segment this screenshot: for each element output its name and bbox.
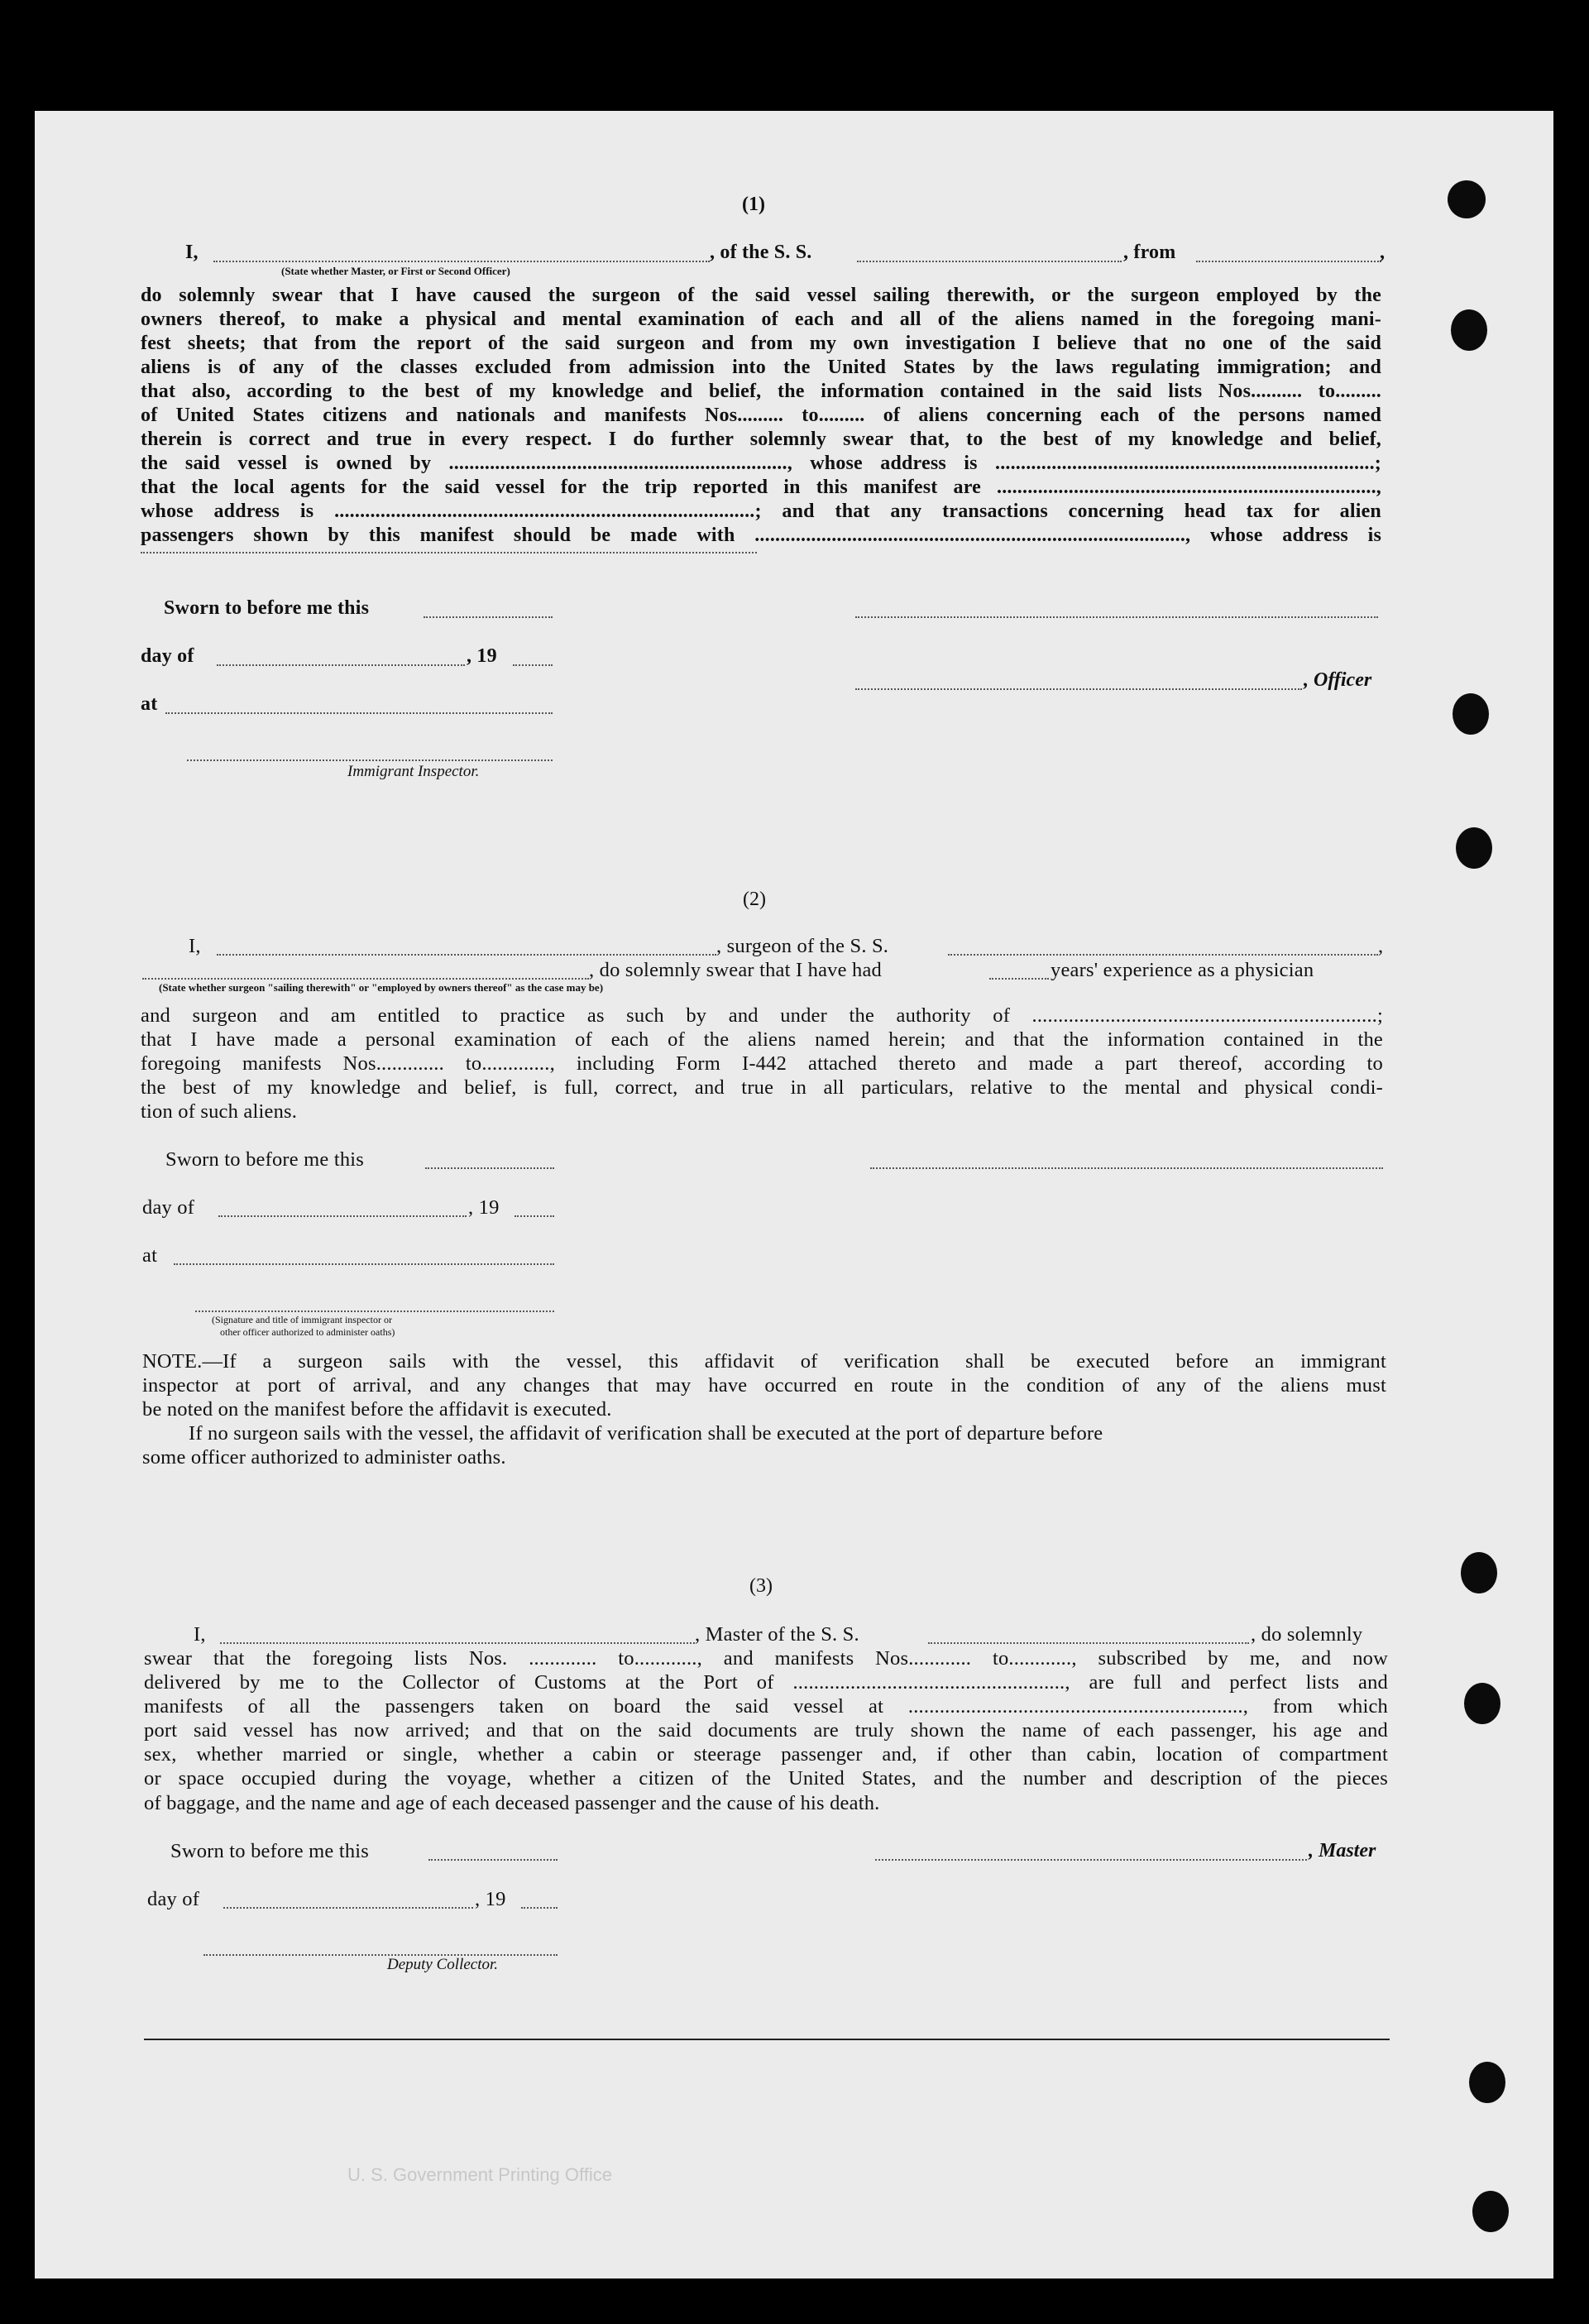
- s2-years: years' experience as a physician: [1051, 959, 1314, 981]
- s1-officer-label: , Officer: [1304, 669, 1372, 691]
- s2-state-blank[interactable]: [142, 978, 589, 980]
- s3-deputy-label: Deputy Collector.: [387, 1956, 499, 1973]
- s2-swear: , do solemnly swear that I have had: [589, 959, 882, 981]
- s3-sworn-blank[interactable]: [428, 1859, 558, 1861]
- s3-body-line-6: or space occupied during the voyage, whether a citizen of the United States, and the number and description of the pieces: [144, 1767, 1388, 1790]
- s1-body-line-10: whose address is ..................................................................................; and that any transactions concerning head tax for alien: [141, 501, 1381, 522]
- s2-signature-blank[interactable]: [870, 1167, 1383, 1169]
- s1-day-blank[interactable]: [217, 664, 465, 666]
- s2-comma: ,: [1378, 935, 1384, 957]
- s2-vessel-blank[interactable]: [948, 954, 1378, 956]
- s2-note-line-2: inspector at port of arrival, and any changes that may have occurred en route in the condition of any of the aliens must: [142, 1374, 1386, 1397]
- s3-master-sig-blank[interactable]: [875, 1859, 1307, 1861]
- s1-officer-name-blank[interactable]: [213, 261, 710, 262]
- s1-i-label: I,: [185, 242, 199, 263]
- s3-body-line-5: sex, whether married or single, whether a cabin or steerage passenger and, if other than cabin, location of compartment: [144, 1743, 1388, 1766]
- s1-body-line-8: the said vessel is owned by .................................................................., whose address is ..........................................................................;: [141, 453, 1381, 474]
- s1-body-line-9: that the local agents for the said vessel for the trip reported in this manifest are ..........................................................................,: [141, 477, 1381, 498]
- s2-last-line: tion of such aliens.: [141, 1100, 298, 1123]
- section-2-number: (2): [743, 889, 766, 910]
- s1-sworn-blank[interactable]: [424, 616, 553, 618]
- s1-vessel-name-blank[interactable]: [857, 261, 1122, 262]
- s3-day-blank[interactable]: [223, 1907, 473, 1909]
- s1-from-port-blank[interactable]: [1196, 261, 1381, 262]
- binder-hole-6: [1464, 1683, 1500, 1724]
- s1-year: , 19: [467, 645, 497, 667]
- s2-sworn-blank[interactable]: [425, 1167, 554, 1169]
- s1-body-line-6: of United States citizens and nationals and manifests Nos......... to......... of aliens concerning each of the persons named: [141, 405, 1381, 426]
- s1-state-note: (State whether Master, or First or Second Officer): [281, 265, 510, 277]
- s3-master-label: , Master: [1309, 1840, 1376, 1862]
- s2-surgeon-name-blank[interactable]: [217, 954, 716, 956]
- s1-day-of: day of: [141, 645, 194, 667]
- s1-body-line-7: therein is correct and true in every respect. I do further solemnly swear that, to the best of my knowledge and belief,: [141, 429, 1381, 450]
- s2-state-note: (State whether surgeon "sailing therewith" or "employed by owners thereof" as the case may be): [159, 981, 604, 994]
- s1-body-line-4: aliens is of any of the classes excluded from admission into the United States by the laws regulating immigration; and: [141, 357, 1381, 378]
- s2-sworn: Sworn to before me this: [165, 1148, 365, 1171]
- binder-hole-7: [1469, 2062, 1505, 2103]
- s1-at: at: [141, 693, 158, 715]
- s1-year-blank[interactable]: [513, 664, 553, 666]
- s1-body-line-5: that also, according to the best of my knowledge and belief, the information contained in the said lists Nos.......... to.........: [141, 381, 1381, 402]
- s3-body-line-2: delivered by me to the Collector of Customs at the Port of ...................................................., are full and perfect lists and: [144, 1671, 1388, 1694]
- s2-body-line-1: and surgeon and am entitled to practice as such by and under the authority of ..................................................................;: [141, 1004, 1383, 1027]
- s1-sworn: Sworn to before me this: [164, 597, 370, 619]
- s3-vessel-blank[interactable]: [928, 1642, 1249, 1644]
- s1-body-line-3: fest sheets; that from the report of the said surgeon and from my own investigation I believe that no one of the said: [141, 333, 1381, 354]
- s3-master: , Master of the S. S.: [695, 1623, 859, 1646]
- s2-at-blank[interactable]: [174, 1263, 554, 1265]
- binder-hole-3: [1453, 693, 1489, 735]
- s2-inspector-sig-blank[interactable]: [195, 1311, 554, 1312]
- s1-body-line-11: passengers shown by this manifest should be made with ...................................................................................., whose address is: [141, 525, 1381, 546]
- s2-note2-line-1: If no surgeon sails with the vessel, the affidavit of verification shall be executed at the port of departure before: [189, 1422, 1103, 1445]
- s2-body-line-3: foregoing manifests Nos............. to............., including Form I-442 attached thereto and made a part thereof, according to: [141, 1052, 1383, 1075]
- s3-body-line-1: swear that the foregoing lists Nos. ............. to............, and manifests Nos............ to............, subscribed by me, and now: [144, 1647, 1388, 1670]
- s1-officer-sig-blank[interactable]: [855, 688, 1302, 690]
- binder-hole-5: [1461, 1552, 1497, 1593]
- s2-i-label: I,: [189, 935, 201, 957]
- s1-body-line-1: do solemnly swear that I have caused the surgeon of the said vessel sailing therewith, or the surgeon employed by the: [141, 285, 1381, 306]
- section-1-number: (1): [742, 194, 765, 215]
- s1-inspector-label: Immigrant Inspector.: [347, 763, 480, 780]
- s2-year: , 19: [468, 1196, 500, 1219]
- s3-day-of: day of: [147, 1888, 200, 1910]
- s1-comma: ,: [1380, 242, 1386, 263]
- s3-year-blank[interactable]: [521, 1907, 558, 1909]
- s2-body-line-4: the best of my knowledge and belief, is full, correct, and true in all particulars, relative to the mental and physical condi-: [141, 1076, 1383, 1099]
- s3-solemnly: , do solemnly: [1251, 1623, 1363, 1646]
- s1-from: , from: [1123, 242, 1176, 263]
- s3-last-line: of baggage, and the name and age of each deceased passenger and the cause of his death.: [144, 1792, 880, 1814]
- s2-at: at: [142, 1244, 158, 1267]
- binder-hole-1: [1448, 180, 1486, 218]
- s3-i-label: I,: [194, 1623, 206, 1646]
- s1-of-ss: , of the S. S.: [710, 242, 812, 263]
- s1-signature-blank[interactable]: [855, 616, 1378, 618]
- s2-years-blank[interactable]: [989, 978, 1049, 980]
- binder-hole-8: [1472, 2191, 1509, 2232]
- s1-body-line-2: owners thereof, to make a physical and mental examination of each and all of the aliens named in the foregoing mani-: [141, 309, 1381, 330]
- binder-hole-4: [1456, 827, 1492, 869]
- s2-note-line-3: be noted on the manifest before the affidavit is executed.: [142, 1398, 612, 1421]
- s2-surgeon: , surgeon of the S. S.: [716, 935, 889, 957]
- s2-sig-note-1: (Signature and title of immigrant inspector or: [212, 1314, 392, 1325]
- section-3-number: (3): [749, 1575, 773, 1597]
- s2-note-line-1: NOTE.—If a surgeon sails with the vessel, this affidavit of verification shall be executed before an immigrant: [142, 1350, 1386, 1373]
- bottom-rule: [144, 2039, 1390, 2040]
- s1-blank-line-last: [141, 552, 757, 553]
- s3-year: , 19: [475, 1888, 506, 1910]
- s3-deputy-sig-blank[interactable]: [203, 1954, 558, 1956]
- s3-master-name-blank[interactable]: [220, 1642, 695, 1644]
- footer-faint-imprint: U. S. Government Printing Office: [347, 2164, 612, 2185]
- s3-body-line-3: manifests of all the passengers taken on board the said vessel at ................................................................, from which: [144, 1695, 1388, 1718]
- s2-body-line-2: that I have made a personal examination of each of the aliens named herein; and that the information contained in the: [141, 1028, 1383, 1051]
- s3-body-line-4: port said vessel has now arrived; and that on the said documents are truly shown the name of each passenger, his age and: [144, 1719, 1388, 1742]
- s2-sig-note-2: other officer authorized to administer oaths): [220, 1326, 395, 1338]
- s3-sworn: Sworn to before me this: [170, 1840, 370, 1862]
- s2-day-of: day of: [142, 1196, 195, 1219]
- s1-at-blank[interactable]: [165, 712, 553, 714]
- s2-day-blank[interactable]: [218, 1215, 467, 1217]
- s2-year-blank[interactable]: [515, 1215, 554, 1217]
- s1-inspector-sig-blank[interactable]: [187, 759, 553, 761]
- s2-note2-line-2: some officer authorized to administer oaths.: [142, 1446, 506, 1469]
- binder-hole-2: [1451, 309, 1487, 351]
